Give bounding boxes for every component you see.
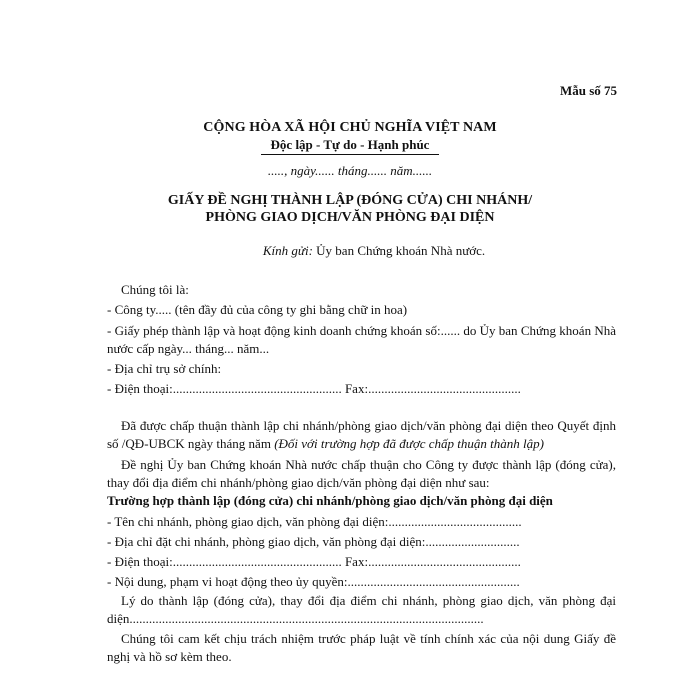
company-line: - Công ty..... (tên đầy đủ của công ty ghi bằng chữ in hoa) xyxy=(107,302,408,317)
commitment-paragraph: Chúng tôi cam kết chịu trách nhiệm trước pháp luật về tính chính xác của nội dung Giấy đề nghị và hồ sơ kèm theo. xyxy=(107,631,616,664)
greeting-label: Kính gửi: xyxy=(262,243,313,258)
phone-fax-line: - Điện thoại:.................................................... Fax:............................................... xyxy=(107,381,521,396)
date-line: ....., ngày...... tháng...... năm...... xyxy=(267,163,433,178)
document-title-line-1: GIẤY ĐỀ NGHỊ THÀNH LẬP (ĐÓNG CỬA) CHI NHÁNH/ xyxy=(167,193,533,208)
section-heading: Trường hợp thành lập (đóng cửa) chi nhánh/phòng giao dịch/văn phòng đại diện xyxy=(107,493,553,508)
approved-paragraph xyxy=(107,417,616,453)
document-title-line-2: PHÒNG GIAO DỊCH/VĂN PHÒNG ĐẠI DIỆN xyxy=(205,210,495,225)
branch-phone-fax-line: - Điện thoại:.................................................... Fax:............................................... xyxy=(107,554,521,569)
greeting-recipient: Ủy ban Chứng khoán Nhà nước. xyxy=(316,243,486,258)
we-are-line: Chúng tôi là: xyxy=(121,282,189,297)
head-office-line: - Địa chỉ trụ sở chính: xyxy=(107,361,222,376)
license-line: - Giấy phép thành lập và hoạt động kinh doanh chứng khoán số:...... do Ủy ban Chứng khoán Nhà nước cấp ngày... tháng... năm... xyxy=(107,323,616,356)
reason-paragraph: Lý do thành lập (đóng cửa), thay đổi địa điểm chi nhánh, phòng giao dịch, văn phòng đại diện............................................................................................................. xyxy=(107,593,616,626)
national-header: CỘNG HÒA XÃ HỘI CHỦ NGHĨA VIỆT NAM xyxy=(203,120,497,135)
branch-scope-line: - Nội dung, phạm vi hoạt động theo ủy quyền:..................................................... xyxy=(107,574,520,589)
national-motto xyxy=(0,137,700,155)
branch-name-line: - Tên chi nhánh, phòng giao dịch, văn phòng đại diện:......................................... xyxy=(107,514,522,529)
approved-text: Đã được chấp thuận thành lập chi nhánh/phòng giao dịch/văn phòng đại diện theo Quyết định số /QĐ-UBCK ngày tháng năm xyxy=(107,418,616,451)
branch-address-line: - Địa chỉ đặt chi nhánh, phòng giao dịch, văn phòng đại diện:............................. xyxy=(107,534,520,549)
motto-text: Độc lập - Tự do - Hạnh phúc xyxy=(261,137,440,155)
form-number: Mẫu số 75 xyxy=(560,83,618,98)
approved-note: (Đối với trường hợp đã được chấp thuận thành lập) xyxy=(274,436,544,451)
request-paragraph: Đề nghị Ủy ban Chứng khoán Nhà nước chấp thuận cho Công ty được thành lập (đóng cửa), thay đổi địa điểm chi nhánh/phòng giao dịch/văn phòng đại diện như sau: xyxy=(107,457,616,490)
greeting xyxy=(0,243,700,259)
